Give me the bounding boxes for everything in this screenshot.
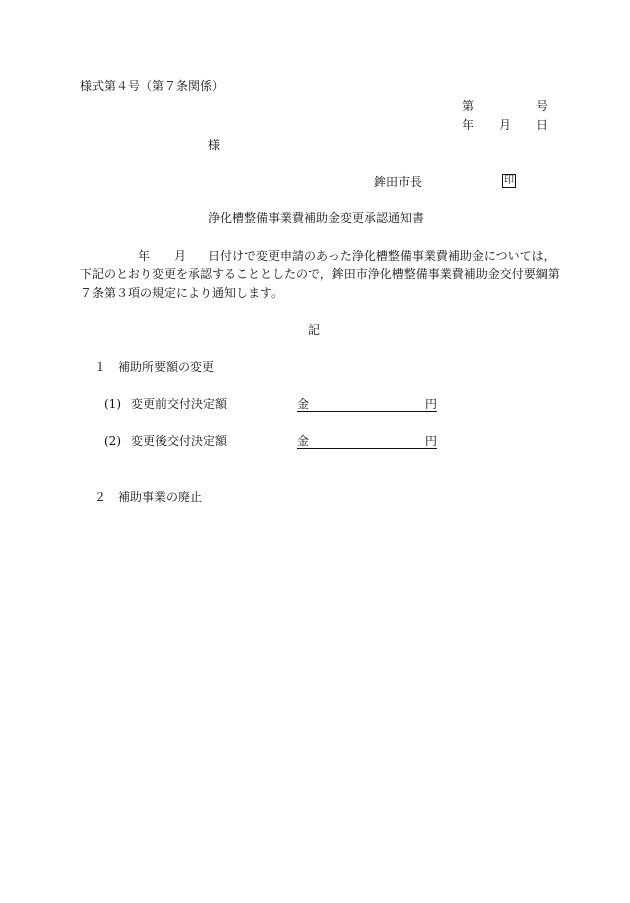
item-2-number: (2) bbox=[104, 434, 121, 448]
date-month-label: 月 bbox=[499, 118, 512, 132]
form-label: 様式第４号（第７条関係） bbox=[80, 79, 225, 93]
body-line-3: ７条第３項の規定により通知します。 bbox=[80, 286, 284, 300]
item-2-label: 変更後交付決定額 bbox=[131, 434, 228, 448]
document-title: 浄化槽整備事業費補助金変更承認通知書 bbox=[208, 211, 425, 225]
body-year-label: 年 bbox=[138, 249, 151, 263]
issuer-name: 鉾田市長 bbox=[374, 175, 423, 189]
item-1-label: 変更前交付決定額 bbox=[131, 397, 228, 411]
item-1-amount-field bbox=[297, 398, 437, 412]
seal-box: 印 bbox=[504, 175, 514, 186]
ki-heading: 記 bbox=[308, 323, 321, 337]
body-month-label: 月 bbox=[174, 249, 187, 263]
body-line-2: 下記のとおり変更を承認することとしたので，鉾田市浄化槽整備事業費補助金交付要綱第 bbox=[80, 267, 560, 281]
item-2-kin: 金 bbox=[297, 434, 310, 448]
item-1-number: (1) bbox=[104, 397, 121, 411]
item-1-yen: 円 bbox=[424, 397, 437, 411]
date-day-label: 日 bbox=[536, 118, 549, 132]
document-number-prefix: 第 bbox=[462, 99, 475, 113]
item-1-kin: 金 bbox=[297, 397, 310, 411]
item-2-amount-field bbox=[297, 435, 437, 449]
addressee-honorific: 様 bbox=[208, 138, 221, 152]
document-number-suffix: 号 bbox=[536, 99, 549, 113]
item-2-yen: 円 bbox=[424, 434, 437, 448]
section-1-heading: １ 補助所要額の変更 bbox=[94, 360, 215, 374]
body-line-1: 日付けで変更申請のあった浄化槽整備事業費補助金については， bbox=[208, 249, 556, 263]
date-year-label: 年 bbox=[462, 118, 475, 132]
section-2-heading: ２ 補助事業の廃止 bbox=[94, 490, 203, 504]
